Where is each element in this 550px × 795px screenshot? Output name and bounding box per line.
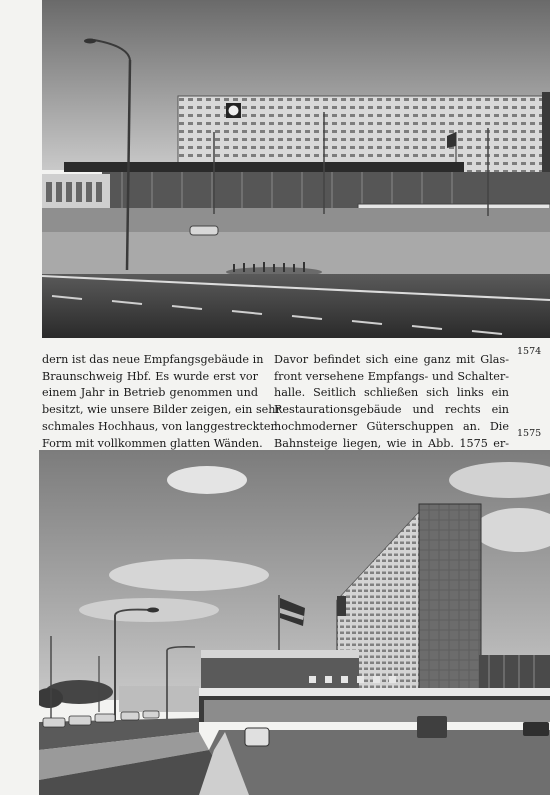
text-line: Braunschweig Hbf. Es wurde erst vor bbox=[42, 369, 258, 383]
station-front-image bbox=[42, 0, 550, 338]
text-line: besitzt, wie unsere Bilder zeigen, ein sehr bbox=[42, 403, 281, 417]
photo-station-tower bbox=[39, 450, 550, 795]
station-tower-image bbox=[39, 450, 550, 795]
photo-station-front bbox=[42, 0, 550, 338]
text-line: front versehene Empfangs- und Schalter- bbox=[274, 369, 509, 383]
text-line: einem Jahr in Betrieb genommen und bbox=[42, 386, 258, 400]
figure-number-1575: 1575 bbox=[517, 428, 542, 439]
figure-number-1574: 1574 bbox=[517, 346, 542, 357]
text-line: schmales Hochhaus, von langgestreckter bbox=[42, 419, 276, 433]
text-line: halle. Seitlich schließen sich links ein bbox=[274, 386, 509, 400]
body-text-right-column bbox=[274, 352, 509, 452]
text-line: Form mit vollkommen glatten Wänden. bbox=[42, 436, 263, 450]
text-line: Davor befindet sich eine ganz mit Glas- bbox=[274, 353, 509, 366]
text-line: hochmoderner Güterschuppen an. Die bbox=[274, 419, 509, 433]
text-line: Restaurationsgebäude und rechts ein bbox=[274, 403, 509, 417]
body-text-left-column bbox=[42, 352, 281, 452]
text-line: dern ist das neue Empfangsgebäude in bbox=[42, 353, 264, 366]
text-line: Bahnsteige liegen, wie in Abb. 1575 er- bbox=[274, 436, 509, 450]
